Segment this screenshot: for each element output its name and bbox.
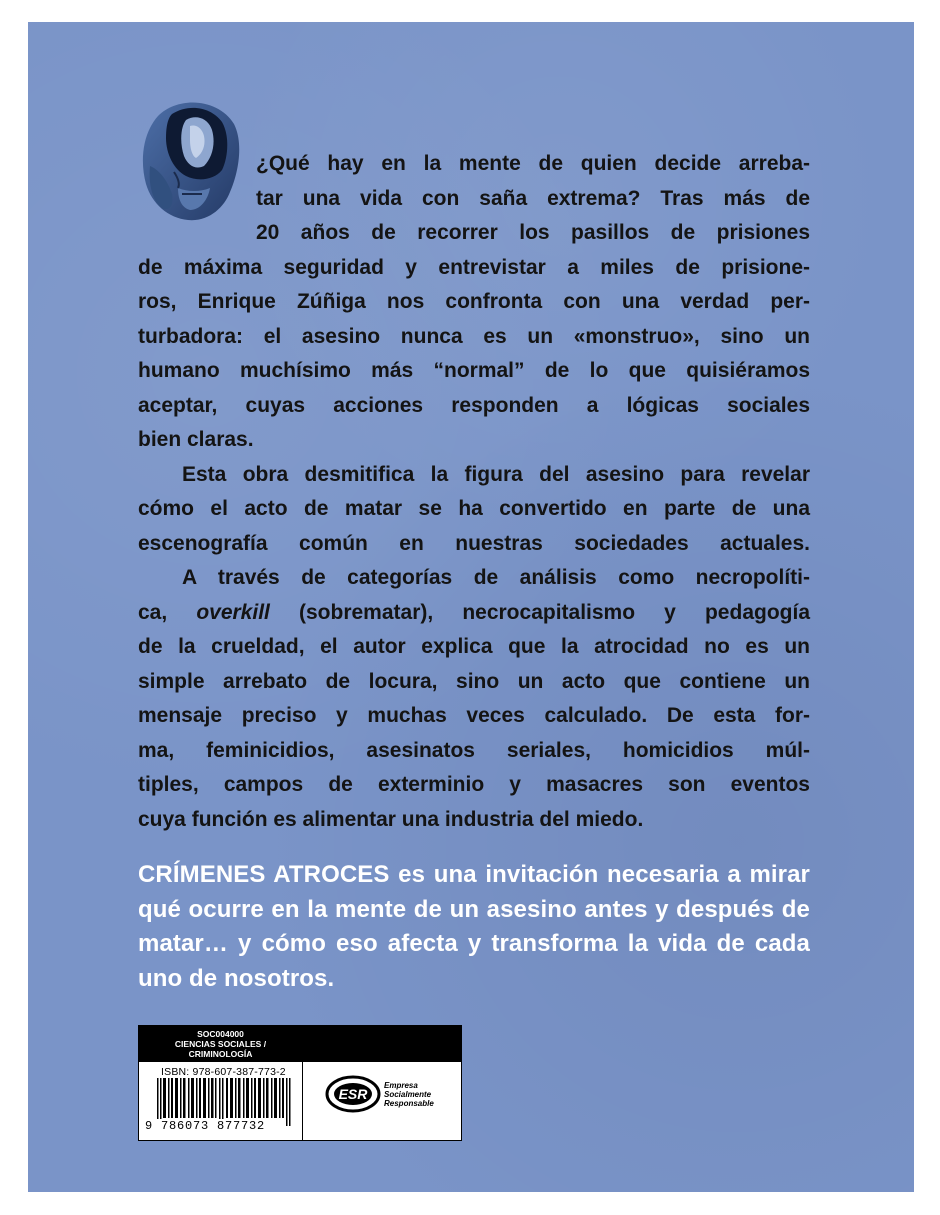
synopsis-paragraph-1 xyxy=(138,147,810,458)
promo-blurb xyxy=(138,858,810,996)
text-line: cuya función es alimentar una industria del miedo. xyxy=(138,807,644,831)
esr-logo-text: ESR xyxy=(338,1086,368,1102)
text-line: mensaje preciso y muchas veces calculado. De esta for- xyxy=(138,704,810,727)
text-line: turbadora: el asesino nunca es un «monstruo», sino un xyxy=(138,324,810,348)
text-line: ¿Qué hay en la mente de quien decide arreba- xyxy=(256,152,810,175)
text-fragment: ca, xyxy=(138,600,197,624)
esr-caption-line: Socialmente xyxy=(384,1090,432,1099)
text-line xyxy=(138,596,810,631)
text-line: 20 años de recorrer los pasillos de prisiones xyxy=(256,221,810,244)
text-line: escenografía común en nuestras sociedades actuales. xyxy=(138,531,810,555)
book-title: CRÍMENES ATROCES xyxy=(138,861,390,888)
esr-caption xyxy=(384,1081,434,1108)
text-line: aceptar, cuyas acciones responden a lógicas sociales xyxy=(138,393,810,417)
book-back-cover xyxy=(28,22,914,1192)
text-line: de máxima seguridad y entrevistar a miles de prisione- xyxy=(138,255,810,279)
barcode-panel xyxy=(138,1025,462,1141)
divider xyxy=(302,1026,303,1140)
category-label xyxy=(139,1026,302,1062)
esr-caption-line: Empresa xyxy=(384,1081,418,1090)
esr-caption-line: Responsable xyxy=(384,1099,434,1108)
text-fragment: (sobrematar), necrocapitalismo y pedagogía xyxy=(269,600,810,624)
synopsis xyxy=(138,147,810,837)
category-code: SOC004000 xyxy=(197,1029,244,1039)
text-line: uno de nosotros. xyxy=(138,964,335,992)
italic-term: overkill xyxy=(196,600,270,624)
text-line: qué ocurre en la mente de un asesino antes y después de xyxy=(138,895,810,923)
text-line xyxy=(138,858,810,893)
text-line: tar una vida con saña extrema? Tras más de xyxy=(256,186,810,210)
text-line: humano muchísimo más “normal” de lo que quisiéramos xyxy=(138,359,810,382)
category-line-2: CRIMINOLOGÍA xyxy=(188,1049,253,1059)
barcode-number: 9 786073 877732 xyxy=(145,1119,266,1133)
text-line: ma, feminicidios, asesinatos seriales, homicidios múl- xyxy=(138,738,810,762)
text-line: bien claras. xyxy=(138,428,254,451)
esr-logo-icon xyxy=(325,1074,381,1114)
text-line: tiples, campos de exterminio y masacres son eventos xyxy=(138,773,810,796)
text-line: simple arrebato de locura, sino un acto que contiene un xyxy=(138,669,810,693)
text-line: de la crueldad, el autor explica que la atrocidad no es un xyxy=(138,635,810,658)
category-line-1: CIENCIAS SOCIALES / xyxy=(174,1039,267,1049)
text-line: matar… y cómo eso afecta y transforma la vida de cada xyxy=(138,930,810,957)
text-line: A través de categorías de análisis como necropolíti- xyxy=(182,566,810,589)
text-line: cómo el acto de matar se ha convertido en parte de una xyxy=(138,497,810,520)
synopsis-paragraph-2 xyxy=(138,458,810,562)
text-line: ros, Enrique Zúñiga nos confronta con una verdad per- xyxy=(138,290,810,313)
text-line: Esta obra desmitifica la figura del asesino para revelar xyxy=(182,462,810,486)
header-bar xyxy=(303,1026,461,1062)
text-fragment: es una invitación necesaria a mirar xyxy=(389,861,810,888)
synopsis-paragraph-3 xyxy=(138,561,810,837)
isbn: ISBN: 978-607-387-773-2 xyxy=(161,1066,286,1078)
